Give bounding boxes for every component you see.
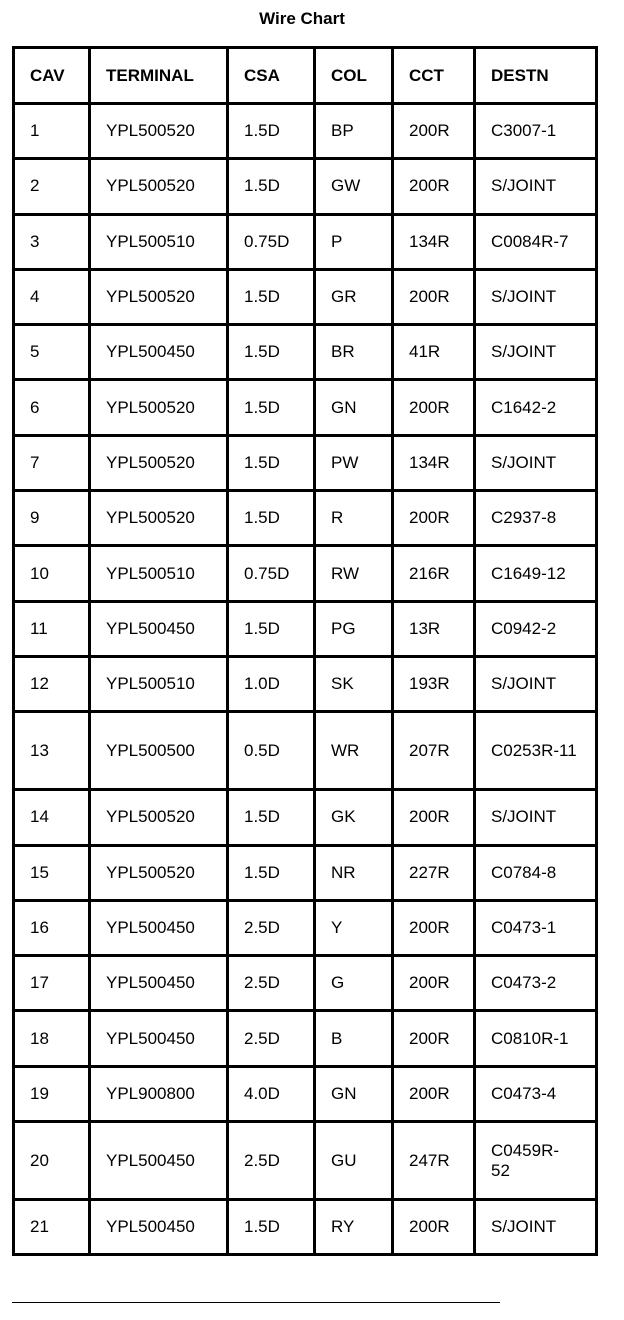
cell-csa: 1.5D <box>228 845 315 900</box>
table-row <box>14 656 597 711</box>
cell-terminal: YPL500520 <box>90 104 228 159</box>
column-header-csa: CSA <box>228 48 315 104</box>
cell-terminal: YPL900800 <box>90 1066 228 1121</box>
cell-cct: 13R <box>393 601 475 656</box>
cell-cct: 247R <box>393 1122 475 1200</box>
table-bottom-rule <box>12 1302 500 1303</box>
cell-destn: C0810R-1 <box>475 1011 597 1066</box>
table-row <box>14 435 597 490</box>
cell-csa: 1.5D <box>228 104 315 159</box>
cell-cav: 11 <box>14 601 90 656</box>
cell-terminal: YPL500520 <box>90 269 228 324</box>
cell-terminal: YPL500520 <box>90 845 228 900</box>
cell-csa: 1.5D <box>228 601 315 656</box>
cell-col: P <box>315 214 393 269</box>
cell-cav: 3 <box>14 214 90 269</box>
table-row <box>14 790 597 845</box>
cell-cct: 41R <box>393 325 475 380</box>
cell-terminal: YPL500510 <box>90 656 228 711</box>
cell-destn: S/JOINT <box>475 656 597 711</box>
cell-destn: C0473-4 <box>475 1066 597 1121</box>
cell-terminal: YPL500510 <box>90 214 228 269</box>
cell-destn: C0473-1 <box>475 900 597 955</box>
column-header-cav: CAV <box>14 48 90 104</box>
cell-cav: 9 <box>14 491 90 546</box>
cell-cav: 13 <box>14 712 90 790</box>
cell-col: RY <box>315 1200 393 1255</box>
table-row <box>14 380 597 435</box>
cell-terminal: YPL500520 <box>90 435 228 490</box>
cell-destn: C0253R-11 <box>475 712 597 790</box>
table-row <box>14 325 597 380</box>
cell-cav: 19 <box>14 1066 90 1121</box>
table-row <box>14 159 597 214</box>
cell-col: GU <box>315 1122 393 1200</box>
cell-csa: 2.5D <box>228 900 315 955</box>
table-row <box>14 1200 597 1255</box>
cell-col: BR <box>315 325 393 380</box>
cell-csa: 0.5D <box>228 712 315 790</box>
cell-terminal: YPL500520 <box>90 491 228 546</box>
cell-cct: 134R <box>393 435 475 490</box>
cell-destn: C0473-2 <box>475 956 597 1011</box>
cell-cct: 200R <box>393 159 475 214</box>
cell-csa: 2.5D <box>228 1122 315 1200</box>
cell-terminal: YPL500520 <box>90 380 228 435</box>
table-row <box>14 546 597 601</box>
cell-col: PW <box>315 435 393 490</box>
cell-csa: 0.75D <box>228 214 315 269</box>
table-body <box>14 104 597 1255</box>
cell-destn: C2937-8 <box>475 491 597 546</box>
cell-cav: 2 <box>14 159 90 214</box>
cell-cct: 200R <box>393 1066 475 1121</box>
cell-destn: C1649-12 <box>475 546 597 601</box>
column-header-col: COL <box>315 48 393 104</box>
cell-destn: S/JOINT <box>475 325 597 380</box>
cell-terminal: YPL500450 <box>90 1122 228 1200</box>
cell-csa: 0.75D <box>228 546 315 601</box>
cell-terminal: YPL500520 <box>90 159 228 214</box>
cell-col: RW <box>315 546 393 601</box>
cell-cct: 200R <box>393 269 475 324</box>
cell-cav: 4 <box>14 269 90 324</box>
table-row <box>14 1011 597 1066</box>
table-row <box>14 1066 597 1121</box>
cell-csa: 1.5D <box>228 269 315 324</box>
cell-cct: 200R <box>393 104 475 159</box>
table-row <box>14 214 597 269</box>
column-header-destn: DESTN <box>475 48 597 104</box>
cell-destn: C0084R-7 <box>475 214 597 269</box>
cell-col: GK <box>315 790 393 845</box>
cell-col: R <box>315 491 393 546</box>
table-row <box>14 104 597 159</box>
cell-cav: 21 <box>14 1200 90 1255</box>
cell-cav: 12 <box>14 656 90 711</box>
cell-cct: 200R <box>393 380 475 435</box>
column-header-terminal: TERMINAL <box>90 48 228 104</box>
cell-col: SK <box>315 656 393 711</box>
table-row <box>14 845 597 900</box>
cell-col: GN <box>315 1066 393 1121</box>
table-row <box>14 900 597 955</box>
cell-cct: 200R <box>393 900 475 955</box>
cell-col: GR <box>315 269 393 324</box>
cell-terminal: YPL500520 <box>90 790 228 845</box>
cell-destn: C0784-8 <box>475 845 597 900</box>
cell-destn: S/JOINT <box>475 159 597 214</box>
cell-col: B <box>315 1011 393 1066</box>
cell-cct: 200R <box>393 790 475 845</box>
cell-cav: 14 <box>14 790 90 845</box>
cell-csa: 1.0D <box>228 656 315 711</box>
cell-cav: 6 <box>14 380 90 435</box>
cell-cav: 1 <box>14 104 90 159</box>
cell-terminal: YPL500450 <box>90 900 228 955</box>
cell-csa: 1.5D <box>228 435 315 490</box>
cell-terminal: YPL500450 <box>90 601 228 656</box>
cell-csa: 1.5D <box>228 380 315 435</box>
cell-cav: 15 <box>14 845 90 900</box>
cell-csa: 2.5D <box>228 1011 315 1066</box>
column-header-cct: CCT <box>393 48 475 104</box>
wire-chart-table <box>12 46 598 1256</box>
cell-destn: S/JOINT <box>475 269 597 324</box>
table-row <box>14 269 597 324</box>
cell-col: PG <box>315 601 393 656</box>
cell-csa: 1.5D <box>228 1200 315 1255</box>
cell-terminal: YPL500510 <box>90 546 228 601</box>
cell-cct: 216R <box>393 546 475 601</box>
chart-title: Wire Chart <box>259 9 345 28</box>
cell-destn: C0942-2 <box>475 601 597 656</box>
cell-col: G <box>315 956 393 1011</box>
cell-cav: 7 <box>14 435 90 490</box>
cell-cav: 10 <box>14 546 90 601</box>
cell-col: Y <box>315 900 393 955</box>
cell-terminal: YPL500450 <box>90 1011 228 1066</box>
table-row <box>14 956 597 1011</box>
table-row <box>14 1122 597 1200</box>
cell-cct: 200R <box>393 491 475 546</box>
cell-destn: S/JOINT <box>475 1200 597 1255</box>
cell-cav: 18 <box>14 1011 90 1066</box>
cell-csa: 1.5D <box>228 790 315 845</box>
cell-cct: 193R <box>393 656 475 711</box>
cell-cav: 5 <box>14 325 90 380</box>
cell-csa: 4.0D <box>228 1066 315 1121</box>
cell-col: GN <box>315 380 393 435</box>
cell-terminal: YPL500450 <box>90 956 228 1011</box>
cell-terminal: YPL500500 <box>90 712 228 790</box>
cell-cav: 20 <box>14 1122 90 1200</box>
cell-cct: 134R <box>393 214 475 269</box>
header-row <box>14 48 597 104</box>
cell-col: NR <box>315 845 393 900</box>
table-row <box>14 601 597 656</box>
cell-csa: 1.5D <box>228 491 315 546</box>
cell-cct: 207R <box>393 712 475 790</box>
cell-terminal: YPL500450 <box>90 1200 228 1255</box>
cell-cct: 227R <box>393 845 475 900</box>
cell-cav: 16 <box>14 900 90 955</box>
table-row <box>14 491 597 546</box>
cell-destn: S/JOINT <box>475 435 597 490</box>
cell-destn: S/JOINT <box>475 790 597 845</box>
cell-csa: 1.5D <box>228 325 315 380</box>
cell-col: GW <box>315 159 393 214</box>
cell-terminal: YPL500450 <box>90 325 228 380</box>
cell-csa: 2.5D <box>228 956 315 1011</box>
cell-cct: 200R <box>393 1200 475 1255</box>
cell-destn: C1642-2 <box>475 380 597 435</box>
cell-cct: 200R <box>393 1011 475 1066</box>
table-row <box>14 712 597 790</box>
cell-col: WR <box>315 712 393 790</box>
cell-cav: 17 <box>14 956 90 1011</box>
cell-destn: C3007-1 <box>475 104 597 159</box>
cell-csa: 1.5D <box>228 159 315 214</box>
cell-destn: C0459R-52 <box>475 1122 597 1200</box>
cell-col: BP <box>315 104 393 159</box>
cell-cct: 200R <box>393 956 475 1011</box>
